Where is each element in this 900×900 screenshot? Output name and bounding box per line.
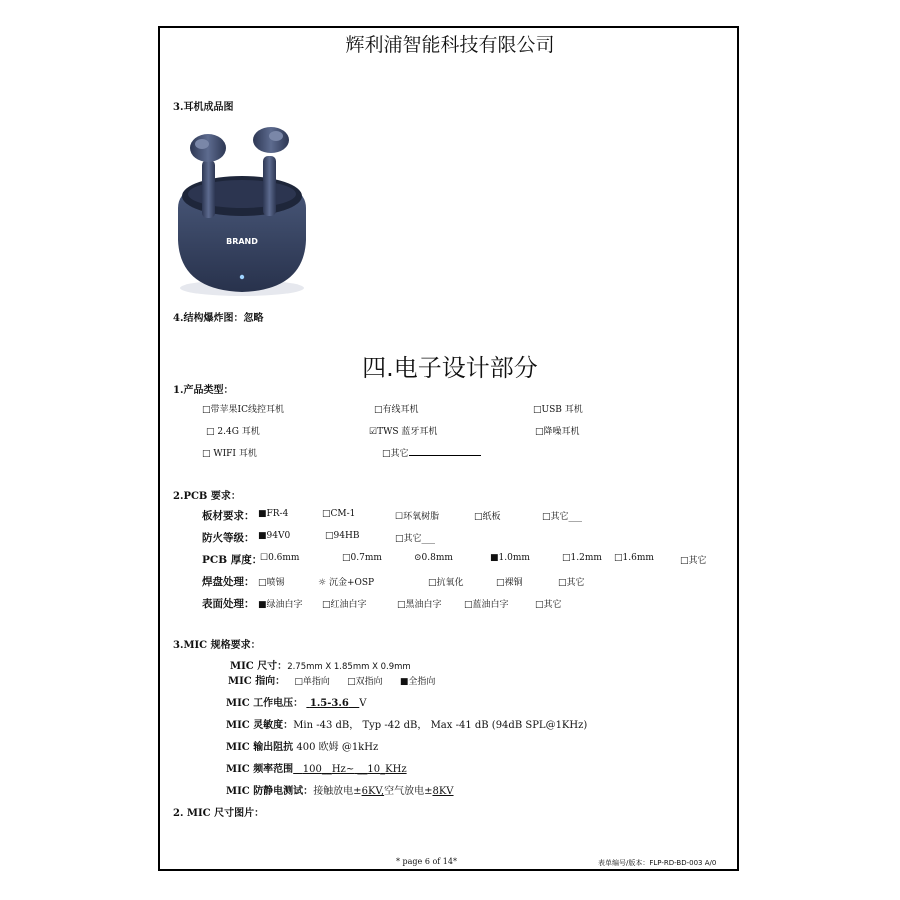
pcb-option: □1.6mm (614, 553, 654, 563)
pcb-option: □0.7mm (342, 553, 382, 563)
pcb-option: □蓝油白字 (464, 600, 509, 610)
product-type-option: □ 2.4G 耳机 (206, 427, 260, 437)
pcb-option: □红油白字 (322, 600, 367, 610)
product-type-option: □ WIFI 耳机 (202, 449, 257, 459)
pcb-surface-treatment-label: 表面处理： (202, 598, 255, 610)
earbuds-product-image (172, 120, 312, 300)
form-number: 表单编号/版本：FLP-RD-BD-003 A/0 (598, 859, 717, 867)
pcb-option: □抗氧化 (428, 578, 464, 588)
mic-impedance: MIC 输出阻抗 400 欧姆 @1kHz (226, 742, 379, 753)
product-type-option: □降噪耳机 (535, 427, 580, 437)
pcb-option: □黑油白字 (397, 600, 442, 610)
pcb-material-label: 板材要求： (202, 510, 255, 522)
page-number: * page 6 of 14* (396, 857, 457, 866)
pcb-option: □1.2mm (562, 553, 602, 563)
mic-esd-test: MIC 防静电测试：接触放电±6KV,空气放电±8KV (226, 786, 454, 797)
product-type-option: □有线耳机 (374, 405, 419, 415)
pcb-option: □纸板 (474, 512, 501, 522)
pcb-option: □裸铜 (496, 578, 523, 588)
blank-line (409, 446, 481, 456)
pcb-option: ■绿油白字 (258, 600, 303, 610)
mic-voltage: MIC 工作电压： 1.5-3.6 V (226, 698, 367, 709)
pcb-pad-treatment-label: 焊盘处理： (202, 576, 255, 588)
mic-direction: MIC 指向： □单指向 □双指向 ■全指向 (228, 676, 436, 687)
pcb-option: ☐0.6mm (260, 553, 300, 563)
brand-logo-text: BRAND (226, 237, 258, 246)
product-type-heading: 1.产品类型： (173, 385, 234, 396)
product-type-option: □其它 (382, 446, 481, 459)
company-name: 辉利浦智能科技有限公司 (345, 34, 555, 56)
pcb-option: ☼ 沉金+OSP (318, 578, 375, 588)
mic-size: MIC 尺寸：2.75mm X 1.85mm X 0.9mm (230, 661, 411, 672)
product-type-option: □USB 耳机 (533, 405, 583, 415)
pcb-option: □其它___ (395, 534, 436, 544)
pcb-option: □其它___ (542, 512, 583, 522)
pcb-option: ⊙0.8mm (414, 553, 453, 563)
pcb-option: □喷锡 (258, 578, 285, 588)
pcb-option: □其它 (558, 578, 585, 588)
pcb-option: ■FR-4 (258, 509, 289, 519)
section3-heading: 3.耳机成品图 (173, 102, 234, 113)
mic-size-image-heading: 2. MIC 尺寸图片： (173, 808, 265, 819)
pcb-option: ■94V0 (258, 531, 291, 541)
pcb-option: □94HB (325, 531, 360, 541)
mic-sensitivity: MIC 灵敏度：Min -43 dB， Typ -42 dB， Max -41 dB (94dB SPL@1KHz) (226, 720, 588, 731)
mic-heading: 3.MIC 规格要求： (173, 640, 261, 651)
pcb-fire-rating-label: 防火等级： (202, 532, 255, 544)
section4-heading: 4.结构爆炸图：忽略 (173, 313, 264, 324)
main-section-title: 四.电子设计部分 (362, 354, 538, 382)
pcb-option: □其它 (680, 556, 707, 566)
pcb-option: □CM-1 (322, 509, 356, 519)
pcb-option: ☐环氧树脂 (395, 512, 440, 522)
pcb-option: ■1.0mm (490, 553, 530, 563)
pcb-thickness-label: PCB 厚度： (202, 554, 263, 566)
mic-frequency-range: MIC 频率范围 100__Hz~ __10_KHz (226, 764, 407, 775)
product-type-option: □带苹果IC线控耳机 (202, 405, 284, 415)
product-type-option: ☑TWS 蓝牙耳机 (369, 427, 438, 437)
pcb-heading: 2.PCB 要求： (173, 491, 241, 502)
pcb-option: □其它 (535, 600, 562, 610)
